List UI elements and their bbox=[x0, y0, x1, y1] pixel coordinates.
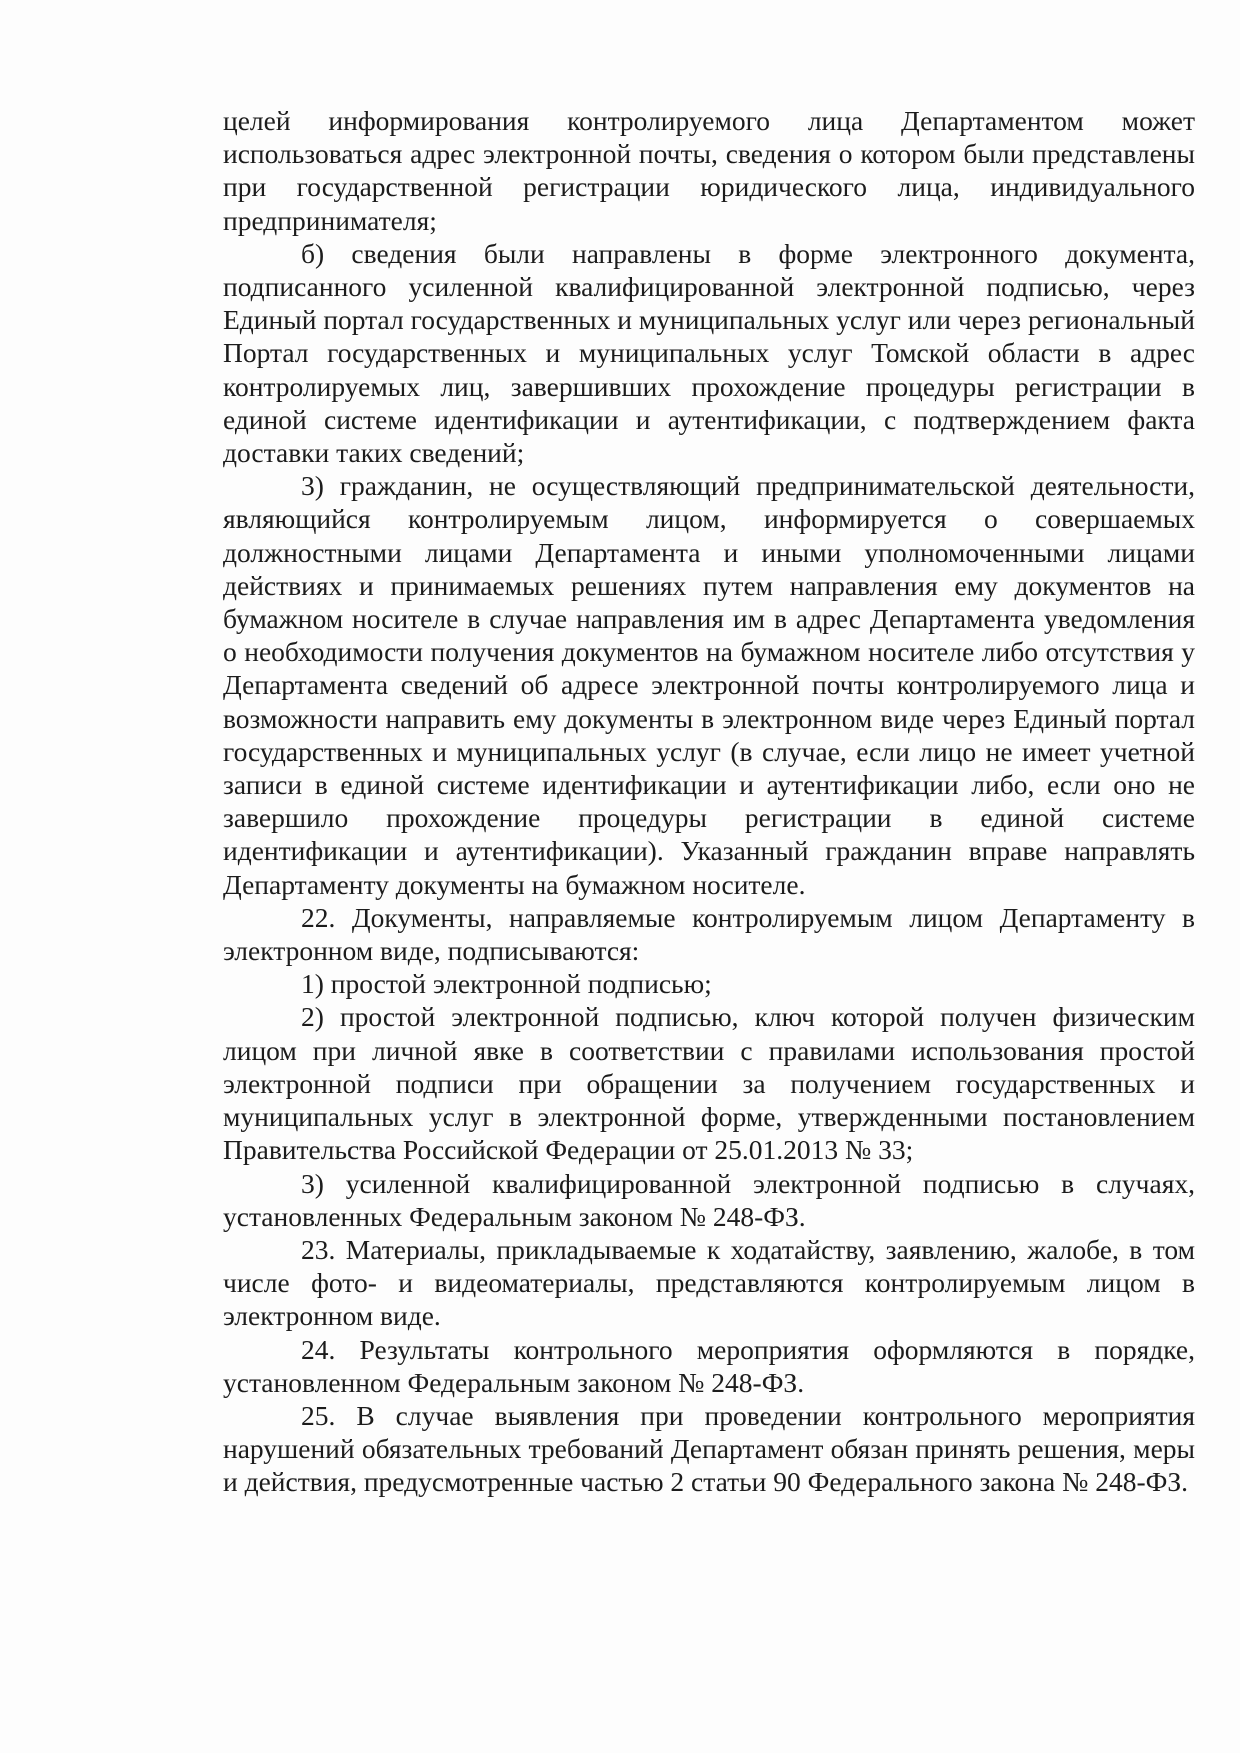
paragraph-section-24: 24. Результаты контрольного мероприятия оформляются в порядке, установленном Федеральным законом № 248-ФЗ. bbox=[223, 1333, 1195, 1398]
paragraph-item-3: 3) гражданин, не осуществляющий предпринимательской деятельности, являющийся контролируемым лицом, информируется о совершаемых должностными лицами Департамента и иными уполномоченными лицами действиях и принимаемых решениях путем направления ему документов на бумажном носителе в случае направления им в адрес Департамента уведомления о необходимости получения документов на бумажном носителе либо отсутствия у Департамента сведений об адресе электронной почты контролируемого лица и возможности направить ему документы в электронном виде через Единый портал государственных и муниципальных услуг (в случае, если лицо не имеет учетной записи в единой системе идентификации и аутентификации либо, если оно не завершило прохождение процедуры регистрации в единой системе идентификации и аутентификации). Указанный гражданин вправе направлять Департаменту документы на бумажном носителе. bbox=[223, 470, 1195, 900]
paragraph-section-22: 22. Документы, направляемые контролируемым лицом Департаменту в электронном виде, подписываются: bbox=[223, 901, 1195, 967]
paragraph-item-b: б) сведения были направлены в форме электронного документа, подписанного усиленной квалифицированной электронной подписью, через Единый портал государственных и муниципальных услуг или через региональный Портал государственных и муниципальных услуг Томской области в адрес контролируемых лиц, завершивших прохождение процедуры регистрации в единой системе идентификации и аутентификации, с подтверждением факта доставки таких сведений; bbox=[223, 237, 1195, 469]
paragraph-22-item-1: 1) простой электронной подписью; bbox=[301, 968, 712, 1000]
document-body bbox=[223, 104, 1195, 1499]
paragraph-22-item-2: 2) простой электронной подписью, ключ которой получен физическим лицом при личной явке в соответствии с правилами использования простой электронной подписи при обращении за получением государственных и муниципальных услуг в электронной форме, утвержденными постановлением Правительства Российской Федерации от 25.01.2013 № 33; bbox=[223, 1001, 1195, 1166]
paragraph-section-25: 25. В случае выявления при проведении контрольного мероприятия нарушений обязательных требований Департамент обязан принять решения, меры и действия, предусмотренные частью 2 статьи 90 Федерального закона № 248-ФЗ. bbox=[223, 1399, 1195, 1498]
paragraph-continuation: целей информирования контролируемого лица Департаментом может использоваться адрес электронной почты, сведения о котором были представлены при государственной регистрации юридического лица, индивидуального предпринимателя; bbox=[223, 105, 1195, 236]
paragraph-22-item-3: 3) усиленной квалифицированной электронной подписью в случаях, установленных Федеральным законом № 248-ФЗ. bbox=[223, 1167, 1195, 1232]
paragraph-section-23: 23. Материалы, прикладываемые к ходатайству, заявлению, жалобе, в том числе фото- и видеоматериалы, представляются контролируемым лицом в электронном виде. bbox=[223, 1233, 1195, 1332]
